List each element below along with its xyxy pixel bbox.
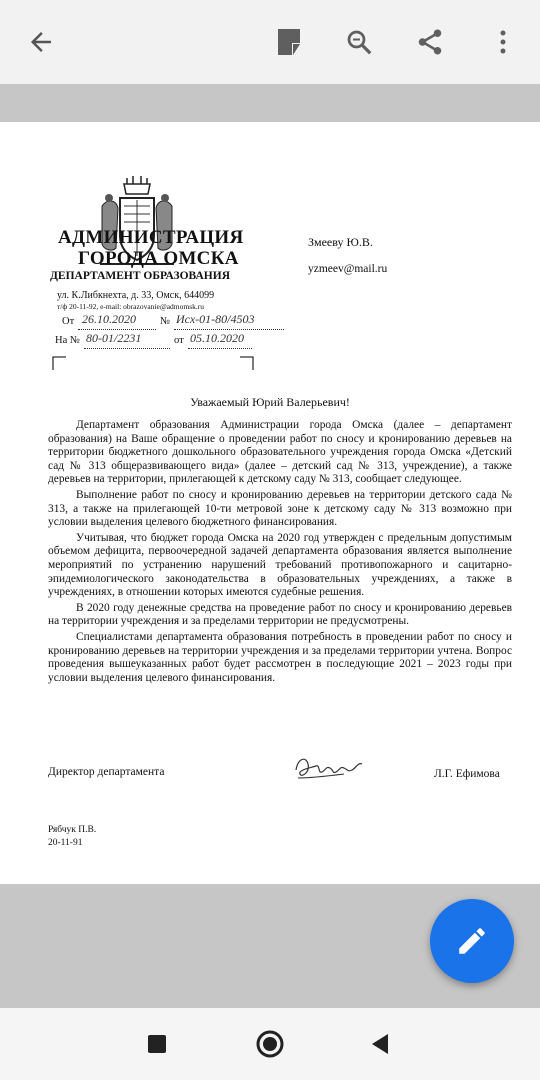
more-vert-icon [491, 27, 515, 57]
back-triangle-icon [370, 1033, 390, 1055]
letter-body [48, 419, 512, 687]
system-nav-bar [0, 1008, 540, 1080]
search-button[interactable] [334, 17, 384, 67]
body-paragraph: Учитывая, что бюджет города Омска на 2020 год утвержден с предельным допустимым объемом дефицита, первоочередной задачей департамента образования является выполнение мероприятий по устранению нарушений требований противопожарного и сацитарно-эпидемиологического законодательства в образовательных учреждениях, а также в учреждениях, в отношении которых имеются судебные решения. [48, 531, 512, 599]
org-contacts: т/ф 20-11-92, e-mail: obrazovanie@admomsk.ru [57, 302, 205, 311]
org-name-line2: ГОРОДА ОМСКА [78, 248, 239, 269]
org-name-line1: АДМИНИСТРАЦИЯ [58, 227, 244, 248]
reply-label: На № [55, 335, 80, 346]
arrow-back-icon [26, 27, 56, 57]
corner-mark-left [52, 356, 66, 370]
body-paragraph: В 2020 году денежные средства на проведение работ по сносу и кронированию деревьев на территории учреждения и за пределами территории не предусмотрены. [48, 601, 512, 628]
number-line [174, 329, 284, 330]
share-button[interactable] [405, 17, 455, 67]
document-icon [276, 27, 302, 57]
salutation: Уважаемый Юрий Валерьевич! [190, 395, 350, 409]
document-page[interactable] [0, 122, 540, 884]
executor-phone: 20-11-91 [48, 838, 83, 848]
search-icon [344, 27, 374, 57]
reply-number-line [84, 348, 170, 349]
department-name: ДЕПАРТАМЕНТ ОБРАЗОВАНИЯ [50, 270, 230, 282]
back-button[interactable] [16, 17, 66, 67]
home-button[interactable] [252, 1026, 288, 1062]
from-date: 26.10.2020 [82, 312, 136, 326]
document-button[interactable] [264, 17, 314, 67]
from-label: От [62, 316, 75, 327]
top-app-bar [0, 0, 540, 84]
handwritten-signature [288, 750, 378, 786]
reply-number: 80-01/2231 [86, 331, 142, 345]
reply-date-label: от [174, 335, 184, 346]
edit-pencil-icon [455, 924, 489, 958]
number-label: № [160, 316, 171, 327]
reply-date-line [188, 348, 252, 349]
recipient-name: Змееву Ю.В. [308, 235, 373, 249]
body-paragraph: Выполнение работ по сносу и кронированию деревьев на территории детского сада № 313, а также на прилегающей 10-ти метровой зоне к детскому саду № 313 возможно при условии выделения целевого бюджетного финансирования. [48, 488, 512, 529]
edit-fab[interactable] [430, 899, 514, 983]
recents-button[interactable] [139, 1026, 175, 1062]
more-options-button[interactable] [478, 17, 528, 67]
home-circle-icon [255, 1029, 285, 1059]
executor-name: Рябчук П.В. [48, 825, 97, 835]
nav-back-button[interactable] [362, 1026, 398, 1062]
share-icon [415, 27, 445, 57]
body-paragraph: Специалистами департамента образования потребность в проведении работ по сносу и кронированию деревьев на территории учреждения и за пределами территории учтена. Вопрос проведения вышеуказанных работ будет рассмотрен в последующие 2021 – 2023 годы при условии выделения целевого финансирования. [48, 630, 512, 684]
recipient-email: yzmeev@mail.ru [308, 263, 388, 275]
signatory-title: Директор департамента [48, 766, 165, 778]
recents-square-icon [147, 1034, 167, 1054]
reply-date: 05.10.2020 [190, 331, 244, 345]
body-paragraph: Департамент образования Администрации города Омска (далее – департамент образования) на Ваше обращение о проведении работ по сносу и кронированию деревьев на территории бюджетного дошкольного образовательного учреждения города Омска «Детский сад № 313 общеразвивающего вида» (далее – детский сад № 313, учреждение), а также деревьев на территории, прилегающей к детскому саду № 313, сообщает следующее. [48, 419, 512, 486]
signatory-name: Л.Г. Ефимова [434, 768, 500, 780]
org-address: ул. К.Либкнехта, д. 33, Омск, 644099 [57, 290, 215, 301]
corner-mark-right [240, 356, 254, 370]
outgoing-number: Исх-01-80/4503 [176, 312, 255, 326]
from-date-line [78, 329, 156, 330]
